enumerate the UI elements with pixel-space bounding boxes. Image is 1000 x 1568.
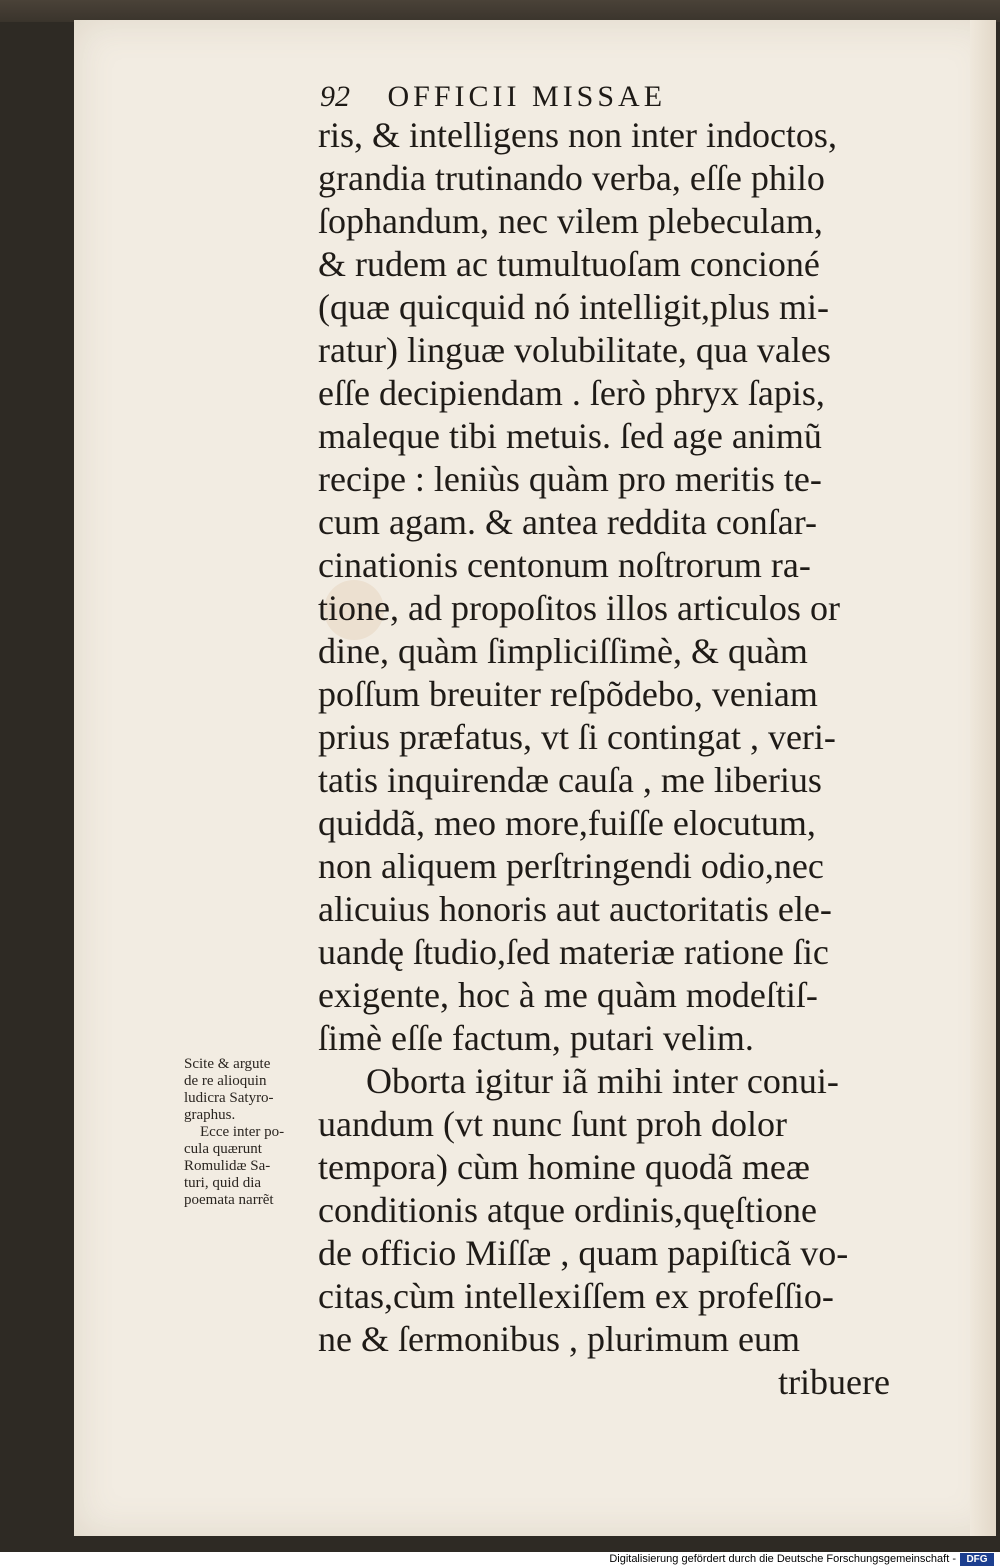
text-line: alicuius honoris aut auctoritatis ele- bbox=[318, 889, 832, 929]
text-line: & rudem ac tumultuoſam concioné bbox=[318, 244, 820, 284]
text-line: (quæ quicquid nó intelligit,plus mi- bbox=[318, 287, 829, 327]
text-line: citas,cùm intellexiſſem ex profeſſio- bbox=[318, 1276, 834, 1316]
text-line: uandę ſtudio,ſed materiæ ratione ſic bbox=[318, 932, 829, 972]
running-head bbox=[320, 80, 666, 116]
text-line: tione, ad propoſitos illos articulos or bbox=[318, 588, 840, 628]
text-line: grandia trutinando verba, eſſe philo bbox=[318, 158, 825, 198]
text-line: tempora) cùm homine quodã meæ bbox=[318, 1147, 810, 1187]
marginal-line: Ecce inter po- bbox=[200, 1124, 285, 1140]
marginal-line: graphus. bbox=[184, 1107, 236, 1123]
funding-credit: Digitalisierung gefördert durch die Deutsche Forschungsgemeinschaft - bbox=[609, 1553, 956, 1565]
text-line: prius præfatus, vt ſi contingat , veri- bbox=[318, 717, 836, 757]
catchword: tribuere bbox=[778, 1362, 890, 1402]
text-line: recipe : leniùs quàm pro meritis te- bbox=[318, 459, 822, 499]
dfg-logo: DFG bbox=[960, 1553, 994, 1566]
text-line: ne & ſermonibus , plurimum eum bbox=[318, 1319, 800, 1359]
main-text-block bbox=[318, 114, 890, 1404]
text-line: cum agam. & antea reddita conſar- bbox=[318, 502, 818, 542]
page-edge bbox=[970, 20, 996, 1536]
text-line: uandum (vt nunc ſunt proh dolor bbox=[318, 1104, 787, 1144]
text-line: ſimè eſſe factum, putari velim. bbox=[318, 1018, 754, 1058]
text-line: ratur) linguæ volubilitate, qua vales bbox=[318, 330, 831, 370]
marginal-line: ludicra Satyro- bbox=[184, 1090, 274, 1106]
text-line: maleque tibi metuis. ſed age animũ bbox=[318, 416, 822, 456]
text-line: cinationis centonum noſtrorum ra- bbox=[318, 545, 811, 585]
text-line: ris, & intelligens non inter indoctos, bbox=[318, 115, 837, 155]
scan-top-strip bbox=[0, 0, 1000, 22]
running-title: OFFICII MISSAE bbox=[387, 80, 667, 113]
text-line: de officio Miſſæ , quam papiſticã vo- bbox=[318, 1233, 849, 1273]
text-line: eſſe decipiendam . ſerò phryx ſapis, bbox=[318, 373, 825, 413]
page-number: 92 bbox=[320, 80, 350, 113]
paragraph-start-line: Oborta igitur iã mihi inter conui- bbox=[366, 1061, 839, 1101]
marginal-note bbox=[184, 1056, 334, 1209]
marginal-line: turi, quid dia bbox=[184, 1175, 262, 1191]
text-line: non aliquem perſtringendi odio,nec bbox=[318, 846, 824, 886]
text-line: poſſum breuiter reſpõdebo, veniam bbox=[318, 674, 818, 714]
text-line: conditionis atque ordinis,quęſtione bbox=[318, 1190, 817, 1230]
text-line: ſophandum, nec vilem plebeculam, bbox=[318, 201, 823, 241]
marginal-line: Scite & argute bbox=[184, 1056, 271, 1072]
text-line: quiddã, meo more,fuiſſe elocutum, bbox=[318, 803, 816, 843]
marginal-line: cula quærunt bbox=[184, 1141, 262, 1157]
text-line: exigente, hoc à me quàm modeſtiſ- bbox=[318, 975, 818, 1015]
marginal-line: Romulidæ Sa- bbox=[184, 1158, 271, 1174]
text-line: dine, quàm ſimpliciſſimè, & quàm bbox=[318, 631, 808, 671]
marginal-line: de re alioquin bbox=[184, 1073, 267, 1089]
marginal-line: poemata narrẽt bbox=[184, 1192, 274, 1208]
text-line: tatis inquirendæ cauſa , me liberius bbox=[318, 760, 822, 800]
